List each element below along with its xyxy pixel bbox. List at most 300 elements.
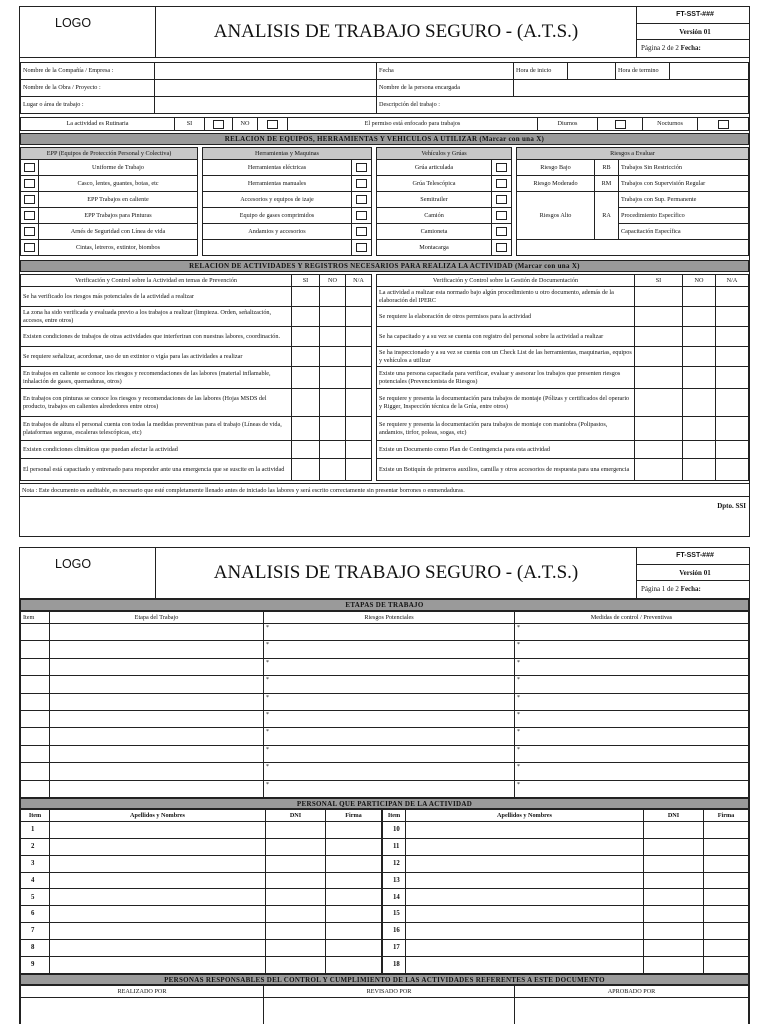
revisado-label: REVISADO POR <box>264 985 515 997</box>
lugar-field[interactable] <box>155 97 377 114</box>
page-number: Página 2 de 2 Fecha: <box>641 44 701 53</box>
form-header <box>20 548 749 599</box>
na-cell[interactable] <box>346 307 372 327</box>
nombre-field[interactable] <box>50 872 266 889</box>
fecha-field-label: Fecha <box>377 63 514 80</box>
personal-row <box>383 855 749 872</box>
dni-field[interactable] <box>644 821 704 838</box>
si-label: SI <box>175 118 205 131</box>
aprobado-label: APROBADO POR <box>515 985 749 997</box>
etapa-row <box>21 728 749 745</box>
si-cell[interactable] <box>292 389 320 417</box>
personal-table-right <box>382 809 749 974</box>
nombre-field[interactable] <box>50 821 266 838</box>
dni-field[interactable] <box>644 872 704 889</box>
etapa-field[interactable] <box>50 710 264 727</box>
vehiculo-checkbox[interactable] <box>492 240 512 256</box>
epp-checkbox[interactable] <box>21 176 39 192</box>
no-cell[interactable] <box>320 417 346 441</box>
personal-item-number: 7 <box>21 923 50 940</box>
personal-row <box>21 855 382 872</box>
na-cell[interactable] <box>716 417 749 441</box>
herramienta-checkbox[interactable] <box>351 224 371 240</box>
si-cell[interactable] <box>292 307 320 327</box>
obra-field[interactable] <box>155 80 377 97</box>
page-number: Página 1 de 2 Fecha: <box>641 585 701 594</box>
etapa-item-cell[interactable] <box>21 658 50 675</box>
etapa-field[interactable] <box>50 624 264 641</box>
riesgo-field[interactable] <box>264 763 515 780</box>
medida-field[interactable] <box>515 710 749 727</box>
epp-header: EPP (Equipos de Protección Personal y Colectiva) <box>21 148 198 160</box>
herramienta-checkbox[interactable] <box>351 176 371 192</box>
na-cell[interactable] <box>346 367 372 389</box>
medida-field[interactable] <box>515 728 749 745</box>
hora-inicio-field[interactable] <box>568 63 616 80</box>
nombre-field[interactable] <box>406 855 644 872</box>
dni-field[interactable] <box>266 821 326 838</box>
personal-item-number: 3 <box>21 855 50 872</box>
riesgo-rb-text: Trabajos Sin Restricción <box>619 160 749 176</box>
firma-field[interactable] <box>704 838 749 855</box>
firma-field[interactable] <box>704 872 749 889</box>
personal-row <box>383 872 749 889</box>
riesgo-ra-text: Capacitación Específica <box>619 224 749 240</box>
si-cell[interactable] <box>635 347 683 367</box>
herramienta-checkbox[interactable] <box>351 208 371 224</box>
riesgo-alto: Riesgos Alto <box>517 192 595 240</box>
si-cell[interactable] <box>292 459 320 481</box>
nombre-field[interactable] <box>406 889 644 906</box>
si-cell[interactable] <box>292 417 320 441</box>
permiso-label: El permiso está enfocado para trabajos <box>288 118 538 131</box>
nombre-field[interactable] <box>406 957 644 974</box>
epp-checkbox[interactable] <box>21 240 39 256</box>
na-cell[interactable] <box>716 367 749 389</box>
firma-field[interactable] <box>704 906 749 923</box>
si-cell[interactable] <box>292 441 320 459</box>
etapa-item-cell[interactable] <box>21 745 50 762</box>
verif-item: Existe un Botiquín de primeros auxilios, camilla y otros accesorios de respuesta para una emergencia <box>377 459 635 481</box>
si-cell[interactable] <box>635 307 683 327</box>
personal-item-number: 6 <box>21 906 50 923</box>
no-cell[interactable] <box>683 307 716 327</box>
form-page-1 <box>19 547 750 1024</box>
epp-checkbox[interactable] <box>21 208 39 224</box>
bullet-marker: * <box>266 659 269 666</box>
personal-item-number: 4 <box>21 872 50 889</box>
col-no: NO <box>683 275 716 287</box>
na-cell[interactable] <box>346 441 372 459</box>
bullet-marker: * <box>517 694 520 701</box>
na-cell[interactable] <box>716 441 749 459</box>
dni-field[interactable] <box>266 889 326 906</box>
riesgo-field[interactable] <box>264 658 515 675</box>
nombre-field[interactable] <box>50 838 266 855</box>
firma-field[interactable] <box>704 889 749 906</box>
nocturnos-checkbox[interactable] <box>698 118 749 131</box>
realizado-field[interactable] <box>21 997 264 1024</box>
diurnos-checkbox[interactable] <box>598 118 643 131</box>
firma-field[interactable] <box>326 940 382 957</box>
si-cell[interactable] <box>292 367 320 389</box>
persona-field[interactable] <box>514 80 749 97</box>
verif-item: Se ha inspeccionado y a su vez se cuenta con un Check List de las herramientas, maquinarias, equipos y vehículos a utilizar <box>377 347 635 367</box>
no-cell[interactable] <box>683 389 716 417</box>
equipos-grid <box>20 147 749 256</box>
col-item: Item <box>21 612 50 624</box>
vehiculo-item: Montacarga <box>377 240 492 256</box>
dni-field[interactable] <box>266 940 326 957</box>
verif-item: Existen condiciones de trabajos de otras actividades que interferiran con nuestras labores, coordinación. <box>21 327 292 347</box>
personal-row <box>383 923 749 940</box>
na-cell[interactable] <box>346 287 372 307</box>
vehiculo-item: Semitrailer <box>377 192 492 208</box>
logo: LOGO <box>20 548 156 598</box>
vehiculo-checkbox[interactable] <box>492 176 512 192</box>
etapa-row <box>21 676 749 693</box>
herramienta-checkbox[interactable] <box>351 240 371 256</box>
section-etapas: ETAPAS DE TRABAJO <box>20 599 749 611</box>
nombre-field[interactable] <box>406 906 644 923</box>
riesgo-field[interactable] <box>264 693 515 710</box>
form-code: FT-SST-### <box>637 548 749 565</box>
firma-field[interactable] <box>326 957 382 974</box>
dni-field[interactable] <box>644 940 704 957</box>
si-cell[interactable] <box>292 287 320 307</box>
na-cell[interactable] <box>346 417 372 441</box>
bullet-marker: * <box>517 625 520 631</box>
form-code-block <box>637 7 749 57</box>
na-cell[interactable] <box>346 459 372 481</box>
section-equipos: RELACION DE EQUIPOS, HERRAMIENTAS Y VEHICULOS A UTILIZAR (Marcar con una X) <box>20 133 749 145</box>
herramienta-checkbox[interactable] <box>351 160 371 176</box>
no-cell[interactable] <box>320 459 346 481</box>
si-cell[interactable] <box>635 389 683 417</box>
no-cell[interactable] <box>320 287 346 307</box>
lugar-label: Lugar o área de trabajo : <box>21 97 155 114</box>
hora-termino-field[interactable] <box>670 63 749 80</box>
etapa-item-cell[interactable] <box>21 676 50 693</box>
nombre-field[interactable] <box>50 923 266 940</box>
form-code: FT-SST-### <box>637 7 749 24</box>
firma-field[interactable] <box>326 889 382 906</box>
verif-item: Se requiere la elaboración de otros permisos para la actividad <box>377 307 635 327</box>
bullet-marker: * <box>266 746 269 753</box>
medida-field[interactable] <box>515 624 749 641</box>
medida-field[interactable] <box>515 745 749 762</box>
form-title: ANALISIS DE TRABAJO SEGURO - (A.T.S.) <box>156 548 637 598</box>
firma-field[interactable] <box>326 821 382 838</box>
dni-field[interactable] <box>266 872 326 889</box>
epp-checkbox[interactable] <box>21 192 39 208</box>
form-page-2 <box>19 6 750 537</box>
na-cell[interactable] <box>716 307 749 327</box>
nombre-field[interactable] <box>50 906 266 923</box>
na-cell[interactable] <box>716 459 749 481</box>
vehiculo-checkbox[interactable] <box>492 160 512 176</box>
col-item: Item <box>383 809 406 821</box>
vehiculo-item: Camión <box>377 208 492 224</box>
col-firma: Firma <box>326 809 382 821</box>
etapa-item-cell[interactable] <box>21 763 50 780</box>
etapa-item-cell[interactable] <box>21 710 50 727</box>
etapa-row <box>21 624 749 641</box>
etapa-field[interactable] <box>50 658 264 675</box>
epp-checkbox[interactable] <box>21 224 39 240</box>
col-nombres: Apellidos y Nombres <box>406 809 644 821</box>
col-si: SI <box>635 275 683 287</box>
etapa-field[interactable] <box>50 693 264 710</box>
verif-item: Se requiere y presenta la documentación para trabajos de montaje con maniobra (Polipastos, andamios, tirfor, poleas, sogas, etc) <box>377 417 635 441</box>
no-cell[interactable] <box>683 417 716 441</box>
vehiculo-checkbox[interactable] <box>492 208 512 224</box>
nombre-field[interactable] <box>50 889 266 906</box>
na-cell[interactable] <box>346 389 372 417</box>
herramienta-item: Herramientas eléctricas <box>203 160 352 176</box>
verif-prevencion-table <box>20 274 372 481</box>
herramienta-item <box>203 240 352 256</box>
si-cell[interactable] <box>635 459 683 481</box>
bullet-marker: * <box>517 764 520 771</box>
verificacion-grid <box>20 274 749 481</box>
riesgo-field[interactable] <box>264 641 515 658</box>
bullet-marker: * <box>517 711 520 718</box>
nombre-field[interactable] <box>406 923 644 940</box>
firma-field[interactable] <box>326 906 382 923</box>
no-cell[interactable] <box>683 441 716 459</box>
riesgo-field[interactable] <box>264 728 515 745</box>
firma-field[interactable] <box>704 923 749 940</box>
vehiculo-checkbox[interactable] <box>492 192 512 208</box>
riesgo-field[interactable] <box>264 624 515 641</box>
dni-field[interactable] <box>266 855 326 872</box>
etapa-field[interactable] <box>50 780 264 797</box>
riesgo-blank <box>517 240 749 256</box>
bullet-marker: * <box>266 677 269 684</box>
personal-item-number: 13 <box>383 872 406 889</box>
si-cell[interactable] <box>635 327 683 347</box>
no-checkbox[interactable] <box>258 118 288 131</box>
aprobado-field[interactable] <box>515 997 749 1024</box>
riesgo-field[interactable] <box>264 676 515 693</box>
personal-row <box>383 957 749 974</box>
si-cell[interactable] <box>292 347 320 367</box>
riesgo-rm-text: Trabajos con Supervisión Regular <box>619 176 749 192</box>
logo: LOGO <box>20 7 156 57</box>
no-cell[interactable] <box>320 441 346 459</box>
medida-field[interactable] <box>515 641 749 658</box>
dni-field[interactable] <box>644 923 704 940</box>
col-riesgos: Riesgos Potenciales <box>264 612 515 624</box>
company-field[interactable] <box>155 63 377 80</box>
etapa-field[interactable] <box>50 728 264 745</box>
etapa-item-cell[interactable] <box>21 641 50 658</box>
descripcion-field[interactable] <box>377 97 749 114</box>
etapa-field[interactable] <box>50 763 264 780</box>
firma-field[interactable] <box>326 872 382 889</box>
col-si: SI <box>292 275 320 287</box>
col-na: N/A <box>716 275 749 287</box>
no-cell[interactable] <box>683 459 716 481</box>
si-cell[interactable] <box>635 417 683 441</box>
si-cell[interactable] <box>635 287 683 307</box>
firma-field[interactable] <box>704 821 749 838</box>
bullet-marker: * <box>517 729 520 736</box>
etapa-item-cell[interactable] <box>21 780 50 797</box>
na-cell[interactable] <box>716 287 749 307</box>
nombre-field[interactable] <box>406 940 644 957</box>
si-checkbox[interactable] <box>205 118 233 131</box>
personal-row <box>21 906 382 923</box>
fecha-label: Fecha: <box>680 44 701 53</box>
persona-label: Nombre de la persona encargada <box>377 80 514 97</box>
firma-field[interactable] <box>326 838 382 855</box>
epp-item: Casco, lentes, guantes, botas, etc <box>39 176 198 192</box>
bullet-marker: * <box>266 781 269 788</box>
personal-row <box>383 838 749 855</box>
fecha-label: Fecha: <box>680 585 701 594</box>
no-cell[interactable] <box>320 327 346 347</box>
verif-item: En trabajos en caliente se conoce los riesgos y recomendaciones de las labores (material inflamable, inhalación de gases, quemaduras, otros) <box>21 367 292 389</box>
revisado-field[interactable] <box>264 997 515 1024</box>
hora-inicio-label: Hora de inicio <box>514 63 568 80</box>
section-actividades: RELACION DE ACTIVIDADES Y REGISTROS NECESARIOS PARA REALIZA LA ACTIVIDAD (Marcar con una X) <box>20 260 749 272</box>
personal-table-left <box>20 809 382 974</box>
personal-item-number: 16 <box>383 923 406 940</box>
no-cell[interactable] <box>320 389 346 417</box>
personal-item-number: 2 <box>21 838 50 855</box>
personal-row <box>383 906 749 923</box>
etapa-item-cell[interactable] <box>21 728 50 745</box>
epp-item: Cintas, letreros, extintor, biombos <box>39 240 198 256</box>
col-item: Item <box>21 809 50 821</box>
dni-field[interactable] <box>644 906 704 923</box>
riesgo-ra-text: Procedimiento Específico <box>619 208 749 224</box>
nombre-field[interactable] <box>406 821 644 838</box>
bullet-marker: * <box>266 729 269 736</box>
col-dni: DNI <box>266 809 326 821</box>
medida-field[interactable] <box>515 763 749 780</box>
firma-field[interactable] <box>704 957 749 974</box>
col-nombres: Apellidos y Nombres <box>50 809 266 821</box>
no-cell[interactable] <box>683 327 716 347</box>
etapa-item-cell[interactable] <box>21 624 50 641</box>
firma-field[interactable] <box>326 923 382 940</box>
personal-item-number: 9 <box>21 957 50 974</box>
no-label: NO <box>233 118 258 131</box>
firma-field[interactable] <box>704 855 749 872</box>
verif-left-header: Verificación y Control sobre la Actividad en temas de Prevención <box>21 275 292 287</box>
vehiculo-item: Grúa Telescópica <box>377 176 492 192</box>
riesgo-code-rb: RB <box>595 160 619 176</box>
na-cell[interactable] <box>716 327 749 347</box>
personal-row <box>21 940 382 957</box>
dni-field[interactable] <box>644 855 704 872</box>
etapa-field[interactable] <box>50 745 264 762</box>
herramienta-checkbox[interactable] <box>351 192 371 208</box>
personal-item-number: 8 <box>21 940 50 957</box>
riesgos-header: Riesgos a Evaluar <box>517 148 749 160</box>
responsables-table <box>20 985 749 1024</box>
epp-item: EPP Trabajos en caliente <box>39 192 198 208</box>
epp-item: Uniforme de Trabajo <box>39 160 198 176</box>
col-na: N/A <box>346 275 372 287</box>
no-cell[interactable] <box>683 347 716 367</box>
no-cell[interactable] <box>320 307 346 327</box>
company-label: Nombre de la Compañía / Empresa : <box>21 63 155 80</box>
section-personal: PERSONAL QUE PARTICIPAN DE LA ACTIVIDAD <box>20 798 749 809</box>
no-cell[interactable] <box>320 367 346 389</box>
firma-field[interactable] <box>326 855 382 872</box>
na-cell[interactable] <box>716 347 749 367</box>
bullet-marker: * <box>517 659 520 666</box>
vehiculo-item: Grúa articulada <box>377 160 492 176</box>
na-cell[interactable] <box>346 347 372 367</box>
nocturnos-label: Nocturnos <box>643 118 698 131</box>
firma-field[interactable] <box>704 940 749 957</box>
verif-item: La zona ha sido verificada y evaluada previo a los trabajos a realizar (limpieza. Orden, señalización, accesos, entre otros) <box>21 307 292 327</box>
no-cell[interactable] <box>320 347 346 367</box>
personal-row <box>383 889 749 906</box>
hora-termino-label: Hora de termino <box>616 63 670 80</box>
dni-field[interactable] <box>644 957 704 974</box>
nombre-field[interactable] <box>406 838 644 855</box>
epp-checkbox[interactable] <box>21 160 39 176</box>
riesgo-field[interactable] <box>264 710 515 727</box>
personal-row <box>21 821 382 838</box>
herramienta-item: Accesorios y equipos de izaje <box>203 192 352 208</box>
nombre-field[interactable] <box>50 940 266 957</box>
medida-field[interactable] <box>515 780 749 797</box>
medida-field[interactable] <box>515 693 749 710</box>
personal-row <box>383 940 749 957</box>
dni-field[interactable] <box>266 957 326 974</box>
personal-row <box>21 838 382 855</box>
vehiculo-checkbox[interactable] <box>492 224 512 240</box>
verif-item: Se requiere y presenta la documentación para trabajos de montaje (Pólizas y certificados del operario y Rigger, Inspección técnica de la Grúa, entre otros) <box>377 389 635 417</box>
si-cell[interactable] <box>635 441 683 459</box>
nombre-field[interactable] <box>406 872 644 889</box>
si-cell[interactable] <box>635 367 683 389</box>
general-info-table <box>20 62 749 114</box>
dni-field[interactable] <box>644 838 704 855</box>
etapa-field[interactable] <box>50 676 264 693</box>
medida-field[interactable] <box>515 676 749 693</box>
dni-field[interactable] <box>644 889 704 906</box>
dni-field[interactable] <box>266 906 326 923</box>
herramienta-item: Herramientas manuales <box>203 176 352 192</box>
etapas-table <box>20 611 749 798</box>
si-cell[interactable] <box>292 327 320 347</box>
no-cell[interactable] <box>683 287 716 307</box>
verif-item: Se requiere señalizar, acordonar, uso de un extintor o vigía para las actividades a realizar <box>21 347 292 367</box>
dni-field[interactable] <box>266 838 326 855</box>
etapa-item-cell[interactable] <box>21 693 50 710</box>
medida-field[interactable] <box>515 658 749 675</box>
dni-field[interactable] <box>266 923 326 940</box>
verif-documentacion-table <box>376 274 749 481</box>
riesgo-field[interactable] <box>264 780 515 797</box>
riesgo-field[interactable] <box>264 745 515 762</box>
nombre-field[interactable] <box>50 855 266 872</box>
no-cell[interactable] <box>683 367 716 389</box>
na-cell[interactable] <box>716 389 749 417</box>
riesgo-code-rm: RM <box>595 176 619 192</box>
nombre-field[interactable] <box>50 957 266 974</box>
etapa-field[interactable] <box>50 641 264 658</box>
na-cell[interactable] <box>346 327 372 347</box>
